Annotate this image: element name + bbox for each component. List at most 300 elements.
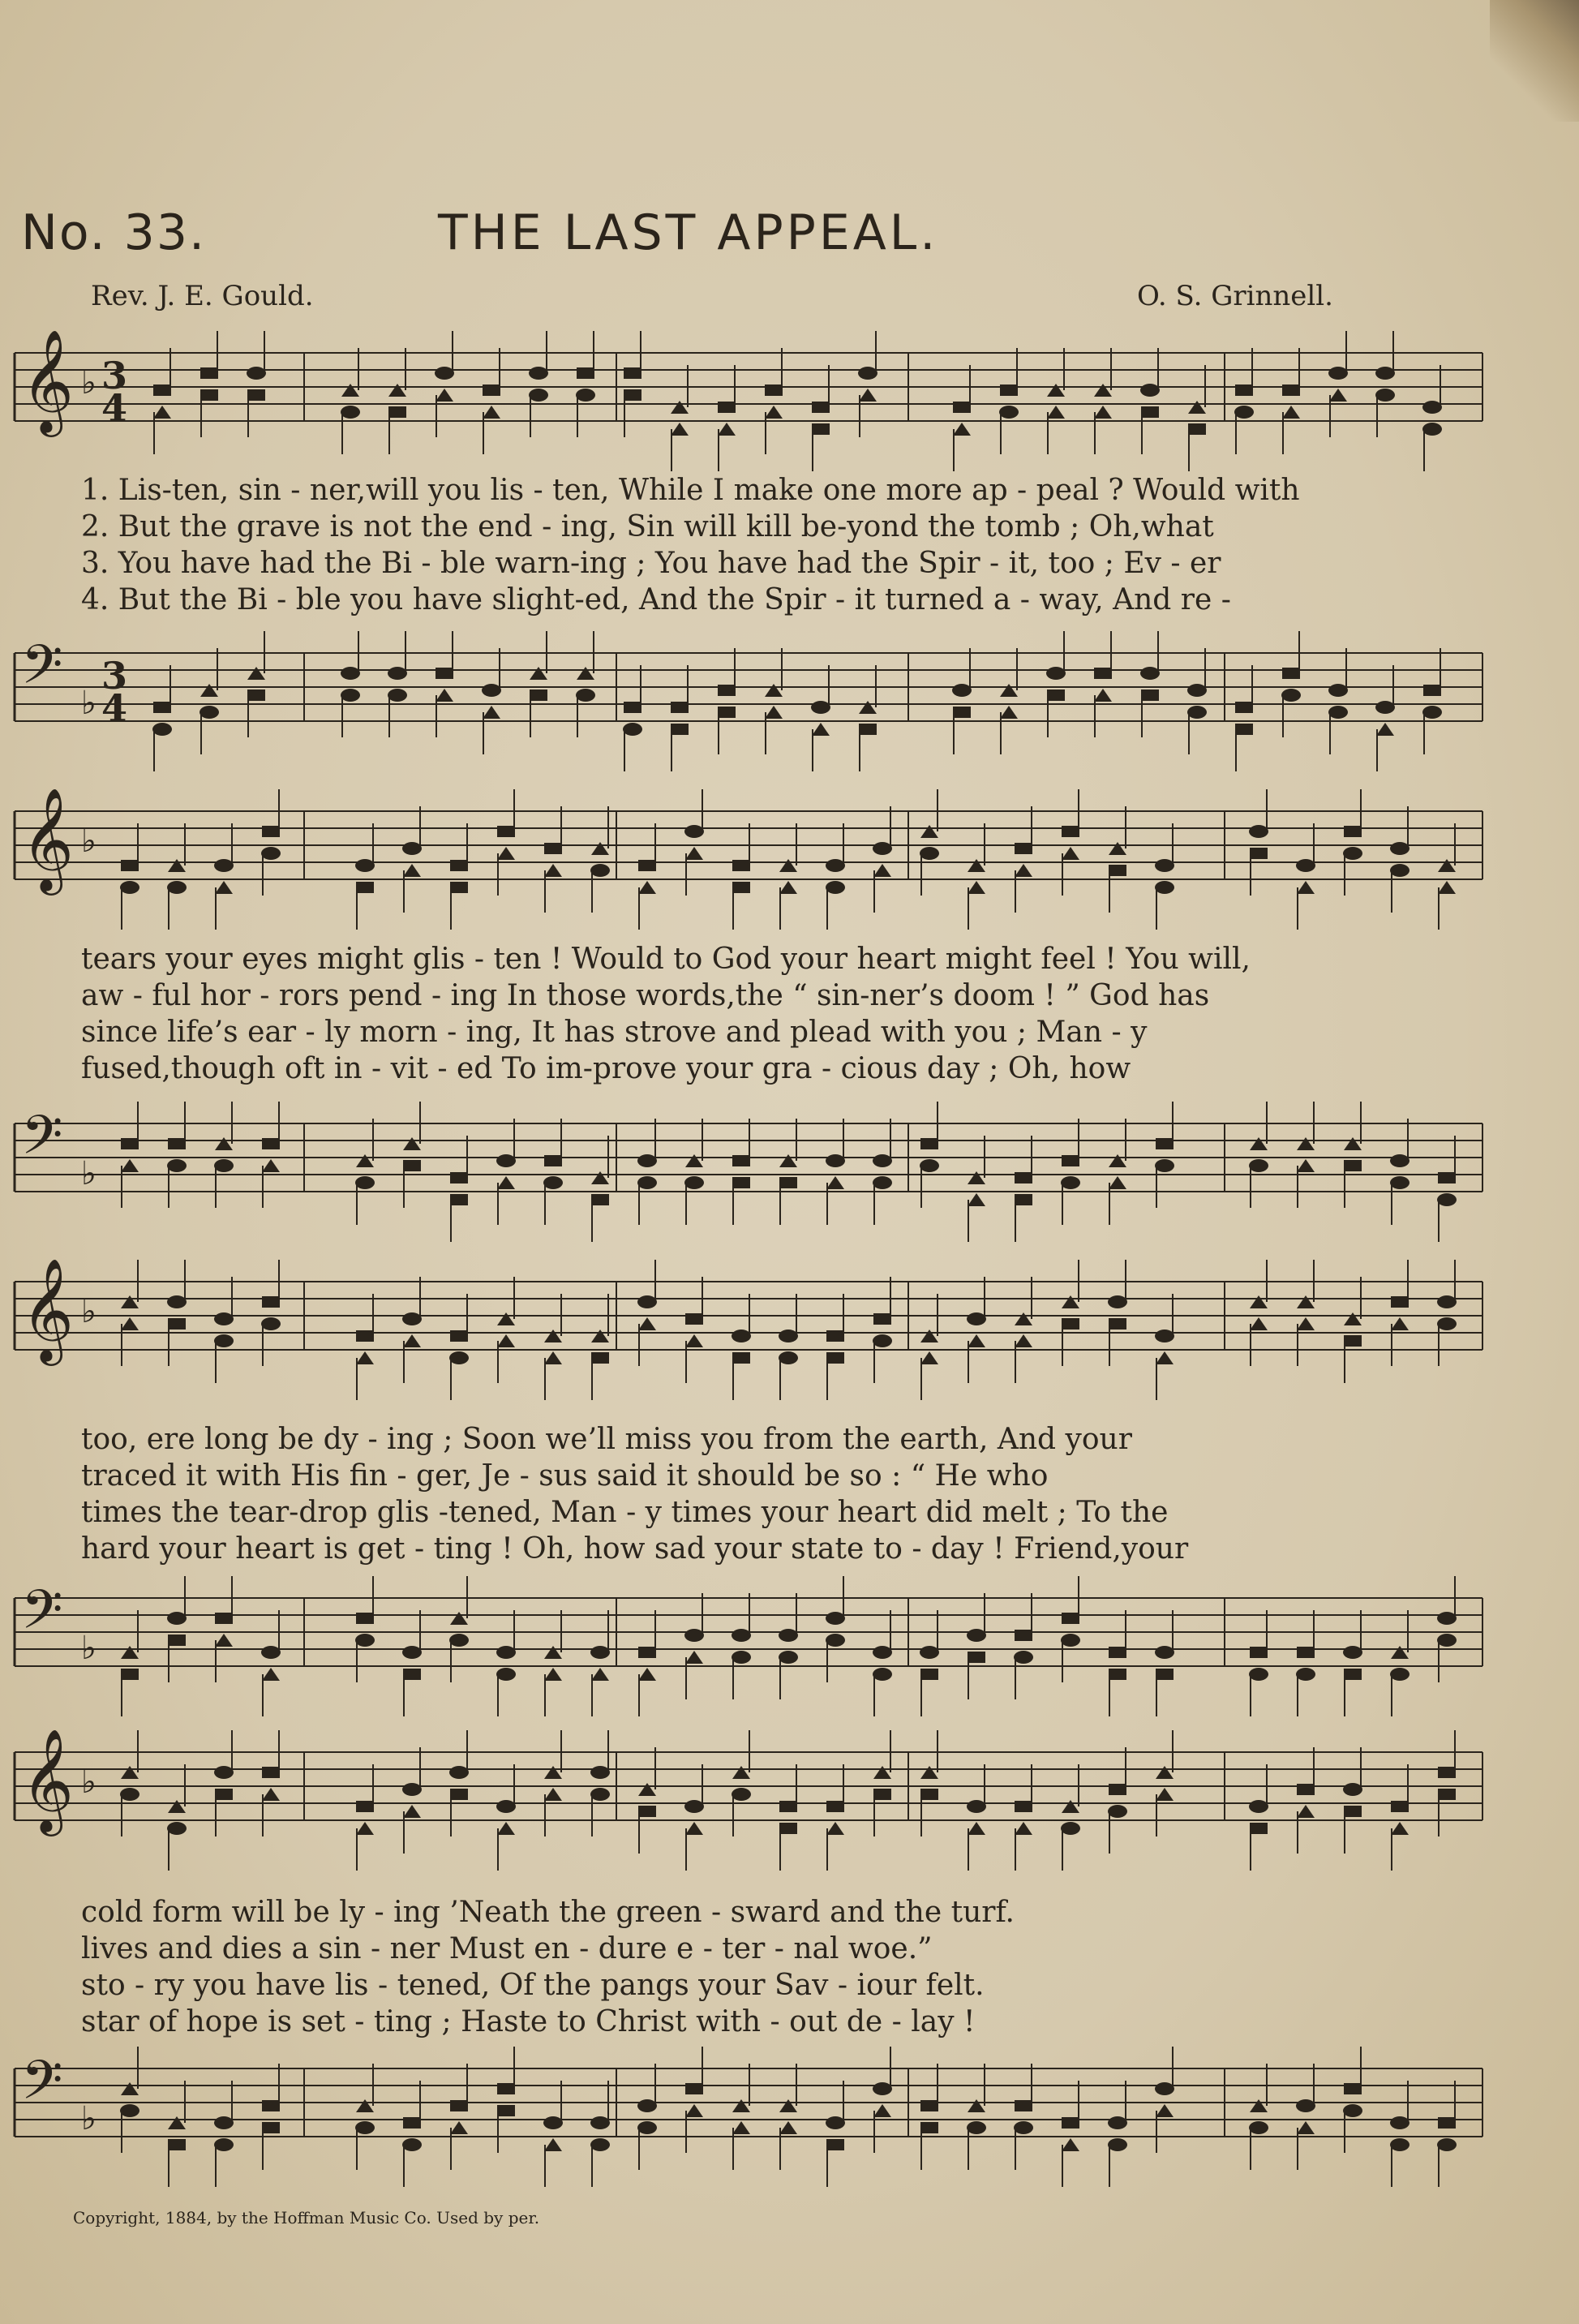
shape-note-round <box>623 723 642 736</box>
shape-note-triangle <box>1297 1805 1315 1818</box>
shape-note-square <box>1109 1647 1126 1658</box>
treble-staff-1 <box>0 324 1579 487</box>
lyric-verse-4: hard your heart is get - ting ! Oh, how sad your state to - day ! Friend,your <box>81 1532 1189 1566</box>
shape-note-triangle <box>483 706 500 719</box>
shape-note-square <box>356 1330 374 1342</box>
shape-note-triangle <box>1094 384 1112 397</box>
shape-note-square <box>812 423 830 435</box>
shape-note-square <box>732 1177 750 1188</box>
shape-note-triangle <box>1015 864 1032 877</box>
shape-note-triangle <box>262 1788 280 1801</box>
shape-note-round <box>637 2121 657 2134</box>
shape-note-square <box>920 1669 938 1680</box>
shape-note-round <box>388 689 407 702</box>
shape-note-square <box>718 685 736 696</box>
shape-note-round <box>684 1800 704 1813</box>
shape-note-round <box>684 825 704 838</box>
shape-note-square <box>1015 1172 1032 1183</box>
shape-note-square <box>1344 1335 1362 1347</box>
shape-note-triangle <box>544 2138 562 2151</box>
shape-note-triangle <box>168 2116 186 2129</box>
shape-note-round <box>920 1159 939 1172</box>
shape-note-round <box>732 1651 751 1664</box>
shape-note-triangle <box>920 1330 938 1342</box>
shape-note-square <box>247 389 265 401</box>
shape-note-triangle <box>1376 723 1394 736</box>
shape-note-square <box>450 2100 468 2111</box>
shape-note-triangle <box>779 859 797 872</box>
shape-note-triangle <box>1062 847 1079 860</box>
shape-note-square <box>1250 848 1268 859</box>
copyright-notice: Copyright, 1884, by the Hoffman Music Co. Used by per. <box>73 2208 540 2227</box>
shape-note-square <box>685 2083 703 2094</box>
shape-note-triangle <box>779 881 797 894</box>
lyric-verse-2: aw - ful hor - rors pend - ing In those words,the “ sin-ner’s doom ! ” God has <box>81 979 1210 1012</box>
shape-note-triangle <box>215 881 233 894</box>
flat-icon: ♭ <box>81 1630 97 1667</box>
shape-note-triangle <box>732 2121 750 2134</box>
shape-note-square <box>450 860 468 871</box>
shape-note-round <box>826 2116 845 2129</box>
shape-note-round <box>214 2116 234 2129</box>
shape-note-square <box>388 406 406 418</box>
shape-note-square <box>779 1177 797 1188</box>
shape-note-square <box>953 402 971 413</box>
shape-note-square <box>168 1138 186 1149</box>
time-signature-top: 3 <box>101 654 128 698</box>
shape-note-round <box>435 367 454 380</box>
shape-note-round <box>826 1612 845 1625</box>
shape-note-triangle <box>356 1154 374 1167</box>
shape-note-triangle <box>1344 1312 1362 1325</box>
shape-note-square <box>1297 1784 1315 1795</box>
shape-note-triangle <box>968 1334 985 1347</box>
torn-page-corner <box>1490 0 1579 122</box>
shape-note-triangle <box>356 1351 374 1364</box>
shape-note-round <box>684 1176 704 1189</box>
shape-note-square <box>920 2122 938 2133</box>
shape-note-square <box>671 724 689 735</box>
shape-note-triangle <box>873 2104 891 2117</box>
shape-note-square <box>262 1296 280 1308</box>
shape-note-square <box>1047 689 1065 701</box>
shape-note-round <box>120 881 139 894</box>
shape-note-triangle <box>341 384 359 397</box>
shape-note-triangle <box>483 406 500 419</box>
shape-note-square <box>497 826 515 837</box>
lyric-verse-3: 3. You have had the Bi - ble warn-ing ; You have had the Spir - it, too ; Ev - er <box>81 547 1221 580</box>
shape-note-round <box>341 667 360 680</box>
shape-note-square <box>718 402 736 413</box>
shape-note-triangle <box>859 389 877 402</box>
shape-note-round <box>529 389 548 402</box>
shape-note-square <box>544 843 562 854</box>
shape-note-triangle <box>685 1154 703 1167</box>
shape-note-triangle <box>685 1334 703 1347</box>
shape-note-round <box>779 1351 798 1364</box>
shape-note-triangle <box>497 847 515 860</box>
shape-note-square <box>1250 1823 1268 1834</box>
shape-note-square <box>1156 1669 1174 1680</box>
shape-note-round <box>1014 1651 1033 1664</box>
shape-note-triangle <box>403 1805 421 1818</box>
shape-note-square <box>1344 1669 1362 1680</box>
bass-clef-icon: 𝄢 <box>21 2049 63 2124</box>
shape-note-round <box>779 1330 798 1342</box>
shape-note-round <box>1296 859 1315 872</box>
lyric-verse-1: tears your eyes might glis - ten ! Would to God your heart might feel ! You will, <box>81 943 1251 976</box>
shape-note-triangle <box>812 723 830 736</box>
shape-note-square <box>356 1613 374 1624</box>
shape-note-square <box>873 1789 891 1800</box>
shape-note-square <box>450 1330 468 1342</box>
lyric-verse-1: cold form will be ly - ing ’Neath the green - sward and the turf. <box>81 1896 1015 1929</box>
shape-note-round <box>529 367 548 380</box>
shape-note-triangle <box>1109 842 1126 855</box>
shape-note-square <box>638 1647 656 1658</box>
shape-note-round <box>496 1668 516 1681</box>
shape-note-round <box>214 859 234 872</box>
shape-note-triangle <box>826 1176 844 1189</box>
shape-note-triangle <box>873 864 891 877</box>
shape-note-triangle <box>1438 881 1456 894</box>
shape-note-round <box>152 723 172 736</box>
shape-note-round <box>355 1176 375 1189</box>
shape-note-round <box>1328 706 1348 719</box>
shape-note-square <box>497 2083 515 2094</box>
shape-note-square <box>1282 668 1300 679</box>
shape-note-round <box>858 367 877 380</box>
shape-note-triangle <box>168 859 186 872</box>
bass-staff-1 <box>0 625 1579 787</box>
shape-note-round <box>967 1629 986 1642</box>
shape-note-triangle <box>121 1295 139 1308</box>
shape-note-round <box>1375 389 1395 402</box>
shape-note-triangle <box>591 1171 609 1184</box>
shape-note-round <box>590 2116 610 2129</box>
shape-note-square <box>1062 1318 1079 1330</box>
shape-note-square <box>530 689 547 701</box>
shape-note-square <box>356 1801 374 1812</box>
lyrics-system-3 <box>81 1421 1476 1567</box>
shape-note-square <box>262 2122 280 2133</box>
shape-note-square <box>200 389 218 401</box>
shape-note-square <box>873 1313 891 1325</box>
shape-note-round <box>1390 2116 1410 2129</box>
shape-note-triangle <box>262 1159 280 1172</box>
shape-note-round <box>826 859 845 872</box>
shape-note-round <box>247 367 266 380</box>
shape-note-round <box>779 1651 798 1664</box>
shape-note-square <box>732 860 750 871</box>
shape-note-triangle <box>450 2121 468 2134</box>
shape-note-round <box>482 684 501 697</box>
shape-note-round <box>1422 423 1442 436</box>
shape-note-triangle <box>920 1766 938 1779</box>
shape-note-round <box>1328 684 1348 697</box>
bass-staff-2 <box>0 1095 1579 1257</box>
shape-note-square <box>450 882 468 893</box>
shape-note-round <box>1234 406 1254 419</box>
shape-note-triangle <box>685 1651 703 1664</box>
lyrics-system-2 <box>81 941 1476 1087</box>
lyric-verse-4: fused,though oft in - vit - ed To im-prove your gra - cious day ; Oh, how <box>81 1052 1131 1085</box>
shape-note-triangle <box>953 423 971 436</box>
shape-note-triangle <box>577 667 594 680</box>
shape-note-round <box>826 1154 845 1167</box>
shape-note-round <box>1155 881 1174 894</box>
flat-icon: ♭ <box>81 1293 97 1330</box>
shape-note-square <box>1015 2100 1032 2111</box>
time-signature-bottom: 4 <box>101 386 128 430</box>
shape-note-round <box>1437 1612 1457 1625</box>
shape-note-triangle <box>1156 1788 1174 1801</box>
shape-note-triangle <box>1438 859 1456 872</box>
shape-note-round <box>388 667 407 680</box>
shape-note-triangle <box>1094 689 1112 702</box>
shape-note-triangle <box>1297 2121 1315 2134</box>
flat-icon: ♭ <box>81 1155 97 1192</box>
shape-note-round <box>261 1317 281 1330</box>
shape-note-round <box>449 1766 469 1779</box>
shape-note-square <box>403 2117 421 2129</box>
bass-staff-4 <box>0 2040 1579 2202</box>
shape-note-square <box>1109 865 1126 876</box>
shape-note-square <box>1250 1647 1268 1658</box>
lyrics-system-4 <box>81 1894 1476 2040</box>
shape-note-round <box>1296 1668 1315 1681</box>
shape-note-square <box>1282 384 1300 396</box>
shape-note-square <box>121 1138 139 1149</box>
shape-note-round <box>1140 667 1160 680</box>
shape-note-round <box>684 1629 704 1642</box>
shape-note-round <box>402 1312 422 1325</box>
shape-note-round <box>999 406 1019 419</box>
flat-icon: ♭ <box>81 2100 97 2137</box>
shape-note-square <box>577 367 594 379</box>
shape-note-round <box>1108 1295 1127 1308</box>
shape-note-square <box>403 1669 421 1680</box>
shape-note-round <box>355 2121 375 2134</box>
shape-note-triangle <box>530 667 547 680</box>
shape-note-square <box>1015 1194 1032 1205</box>
shape-note-triangle <box>1109 1154 1126 1167</box>
lyric-verse-3: sto - ry you have lis - tened, Of the pangs your Sav - iour felt. <box>81 1969 985 2002</box>
shape-note-triangle <box>732 2099 750 2112</box>
shape-note-square <box>826 1330 844 1342</box>
bass-clef-icon: 𝄢 <box>21 1579 63 1654</box>
shape-note-square <box>732 1155 750 1166</box>
shape-note-triangle <box>1188 401 1206 414</box>
shape-note-square <box>826 2139 844 2150</box>
lyric-verse-2: 2. But the grave is not the end - ing, Sin will kill be-yond the tomb ; Oh,what <box>81 510 1214 543</box>
shape-note-triangle <box>1297 1295 1315 1308</box>
shape-note-round <box>1437 1634 1457 1647</box>
shape-note-round <box>1343 1783 1362 1796</box>
shape-note-square <box>1438 2117 1456 2129</box>
time-signature-top: 3 <box>101 354 128 397</box>
shape-note-round <box>1061 1176 1080 1189</box>
shape-note-round <box>402 1646 422 1659</box>
shape-note-square <box>920 1789 938 1800</box>
shape-note-square <box>591 1194 609 1205</box>
shape-note-triangle <box>1062 1800 1079 1813</box>
shape-note-square <box>732 1352 750 1364</box>
shape-note-triangle <box>638 1783 656 1796</box>
shape-note-round <box>1343 847 1362 860</box>
shape-note-round <box>637 1154 657 1167</box>
shape-note-round <box>261 1646 281 1659</box>
shape-note-round <box>1249 1668 1268 1681</box>
shape-note-round <box>590 1646 610 1659</box>
shape-note-triangle <box>497 1334 515 1347</box>
shape-note-round <box>637 1295 657 1308</box>
shape-note-round <box>1343 2104 1362 2117</box>
lyric-verse-1: 1. Lis-ten, sin - ner,will you lis - ten, While I make one more ap - peal ? Would with <box>81 474 1300 507</box>
shape-note-triangle <box>968 1193 985 1206</box>
shape-note-square <box>1344 1160 1362 1171</box>
shape-note-round <box>402 2138 422 2151</box>
shape-note-square <box>1391 1801 1409 1812</box>
shape-note-square <box>483 384 500 396</box>
bass-staff-3 <box>0 1570 1579 1732</box>
bass-clef-icon: 𝄢 <box>21 634 63 709</box>
shape-note-square <box>953 707 971 718</box>
lyric-verse-1: too, ere long be dy - ing ; Soon we’ll miss you from the earth, And your <box>81 1423 1132 1456</box>
shape-note-square <box>168 1635 186 1646</box>
shape-note-square <box>624 702 641 713</box>
shape-note-square <box>826 1801 844 1812</box>
shape-note-square <box>1015 843 1032 854</box>
shape-note-round <box>449 1634 469 1647</box>
shape-note-round <box>590 1788 610 1801</box>
shape-note-round <box>1390 2138 1410 2151</box>
shape-note-square <box>920 1138 938 1149</box>
shape-note-square <box>1423 685 1441 696</box>
shape-note-triangle <box>1391 1317 1409 1330</box>
shape-note-triangle <box>1297 1137 1315 1150</box>
shape-note-triangle <box>403 864 421 877</box>
shape-note-triangle <box>685 847 703 860</box>
shape-note-square <box>1344 1806 1362 1817</box>
treble-staff-2 <box>0 783 1579 945</box>
shape-note-round <box>167 1612 187 1625</box>
shape-note-square <box>685 1313 703 1325</box>
shape-note-triangle <box>544 1330 562 1342</box>
shape-note-triangle <box>920 1351 938 1364</box>
shape-note-round <box>200 706 219 719</box>
hymn-number: No. 33. <box>21 204 207 261</box>
shape-note-round <box>214 1766 234 1779</box>
shape-note-square <box>1062 826 1079 837</box>
shape-note-round <box>826 1634 845 1647</box>
shape-note-triangle <box>450 1612 468 1625</box>
shape-note-round <box>1328 367 1348 380</box>
shape-note-round <box>1343 1646 1362 1659</box>
flat-icon: ♭ <box>81 1763 97 1801</box>
composer-credit: O. S. Grinnell. <box>1137 280 1333 312</box>
shape-note-round <box>496 1154 516 1167</box>
shape-note-square <box>450 1172 468 1183</box>
shape-note-square <box>168 1318 186 1330</box>
shape-note-round <box>1108 1805 1127 1818</box>
shape-note-square <box>121 860 139 871</box>
shape-note-round <box>637 2099 657 2112</box>
shape-note-square <box>591 1352 609 1364</box>
shape-note-triangle <box>200 684 218 697</box>
shape-note-round <box>1422 401 1442 414</box>
shape-note-triangle <box>1391 1822 1409 1835</box>
shape-note-square <box>1344 2083 1362 2094</box>
bass-clef-icon: 𝄢 <box>21 1104 63 1179</box>
shape-note-round <box>1375 701 1395 714</box>
shape-note-square <box>732 882 750 893</box>
shape-note-triangle <box>215 1137 233 1150</box>
shape-note-square <box>1015 1630 1032 1641</box>
shape-note-triangle <box>497 1312 515 1325</box>
shape-note-triangle <box>1250 1317 1268 1330</box>
shape-note-round <box>826 881 845 894</box>
shape-note-round <box>1390 1176 1410 1189</box>
shape-note-triangle <box>779 2099 797 2112</box>
shape-note-square <box>1062 2117 1079 2129</box>
shape-note-triangle <box>262 1668 280 1681</box>
shape-note-triangle <box>1329 389 1347 402</box>
shape-note-triangle <box>732 1766 750 1779</box>
shape-note-triangle <box>1297 881 1315 894</box>
shape-note-round <box>1187 684 1207 697</box>
shape-note-triangle <box>403 1334 421 1347</box>
shape-note-triangle <box>497 1822 515 1835</box>
shape-note-triangle <box>388 384 406 397</box>
shape-note-triangle <box>497 1176 515 1189</box>
shape-note-round <box>811 701 830 714</box>
shape-note-triangle <box>591 1330 609 1342</box>
shape-note-round <box>590 1766 610 1779</box>
shape-note-round <box>167 1822 187 1835</box>
shape-note-triangle <box>779 1154 797 1167</box>
shape-note-square <box>262 2100 280 2111</box>
shape-note-triangle <box>968 1822 985 1835</box>
shape-note-round <box>873 1646 892 1659</box>
shape-note-square <box>1062 1155 1079 1166</box>
shape-note-square <box>1438 1172 1456 1183</box>
shape-note-triangle <box>765 406 783 419</box>
shape-note-round <box>1390 864 1410 877</box>
shape-note-round <box>355 1634 375 1647</box>
shape-note-round <box>1155 1159 1174 1172</box>
lyric-verse-4: 4. But the Bi - ble you have slight-ed, And the Spir - it turned a - way, And re - <box>81 583 1231 616</box>
shape-note-square <box>718 707 736 718</box>
shape-note-round <box>873 1176 892 1189</box>
shape-note-square <box>779 1801 797 1812</box>
lyrics-system-1 <box>81 472 1476 618</box>
shape-note-triangle <box>121 2082 139 2095</box>
shape-note-triangle <box>685 1822 703 1835</box>
shape-note-triangle <box>826 1822 844 1835</box>
shape-note-triangle <box>671 423 689 436</box>
shape-note-triangle <box>1250 2099 1268 2112</box>
shape-note-round <box>120 1788 139 1801</box>
shape-note-round <box>1140 384 1160 397</box>
shape-note-triangle <box>779 2121 797 2134</box>
shape-note-round <box>341 406 360 419</box>
shape-note-triangle <box>1062 2138 1079 2151</box>
shape-note-round <box>1249 825 1268 838</box>
treble-clef-icon: 𝄞 <box>21 1257 75 1361</box>
shape-note-round <box>402 842 422 855</box>
shape-note-round <box>214 1312 234 1325</box>
